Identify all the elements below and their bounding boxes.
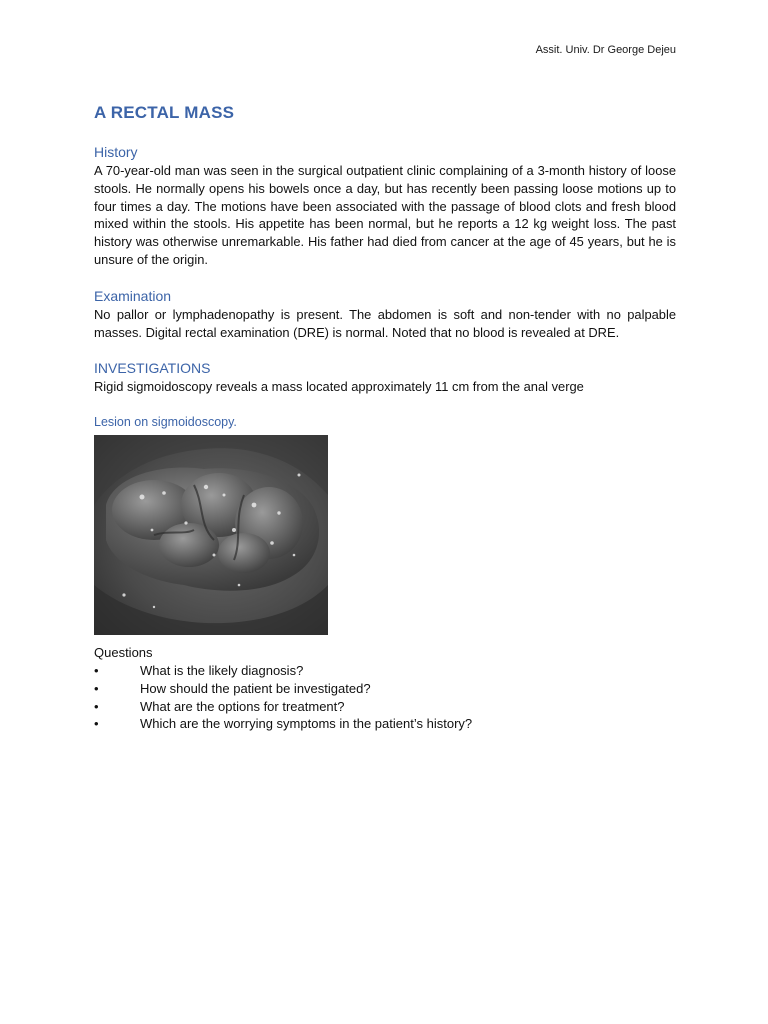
sigmoidoscopy-lesion-image	[94, 435, 328, 635]
history-heading: History	[94, 144, 138, 160]
examination-section	[94, 288, 676, 342]
investigations-section	[94, 360, 676, 396]
figure-caption: Lesion on sigmoidoscopy.	[94, 415, 237, 430]
bullet-icon: •	[94, 698, 99, 714]
history-text: A 70-year-old man was seen in the surgical outpatient clinic complaining of a 3-month history of loose stools. He normally opens his bowels once a day, but has recently been passing loose motions up to four times a day. The motions have been associated with the passage of blood clots and fresh blood mixed within the stools. His appetite has been normal, but he reports a 12 kg weight loss. The past history was otherwise unremarkable. His father had died from cancer at the age of 45 years, but he is unsure of the origin.	[94, 163, 676, 267]
question-text: What are the options for treatment?	[140, 698, 345, 714]
bullet-icon: •	[94, 680, 99, 696]
question-text: Which are the worrying symptoms in the patient’s history?	[140, 716, 473, 732]
bullet-icon: •	[94, 716, 99, 732]
question-text: How should the patient be investigated?	[140, 680, 371, 696]
document-content	[94, 103, 676, 733]
questions-list	[94, 662, 676, 733]
investigations-heading: INVESTIGATIONS	[94, 360, 211, 377]
header-author: Assit. Univ. Dr George Dejeu	[535, 44, 676, 56]
examination-text: No pallor or lymphadenopathy is present. The abdomen is soft and non-tender with no palpable masses. Digital rectal examination (DRE) is normal. Noted that no blood is revealed at DRE.	[94, 306, 676, 340]
question-text: What is the likely diagnosis?	[140, 663, 304, 679]
examination-heading: Examination	[94, 287, 172, 304]
list-item	[94, 698, 676, 716]
list-item	[94, 680, 676, 698]
questions-title: Questions	[94, 645, 153, 661]
bullet-icon: •	[94, 663, 99, 679]
list-item	[94, 715, 676, 733]
investigations-text: Rigid sigmoidoscopy reveals a mass located approximately 11 cm from the anal verge	[94, 379, 584, 395]
list-item	[94, 662, 676, 680]
history-section	[94, 144, 676, 269]
document-title: A RECTAL MASS	[94, 103, 235, 122]
